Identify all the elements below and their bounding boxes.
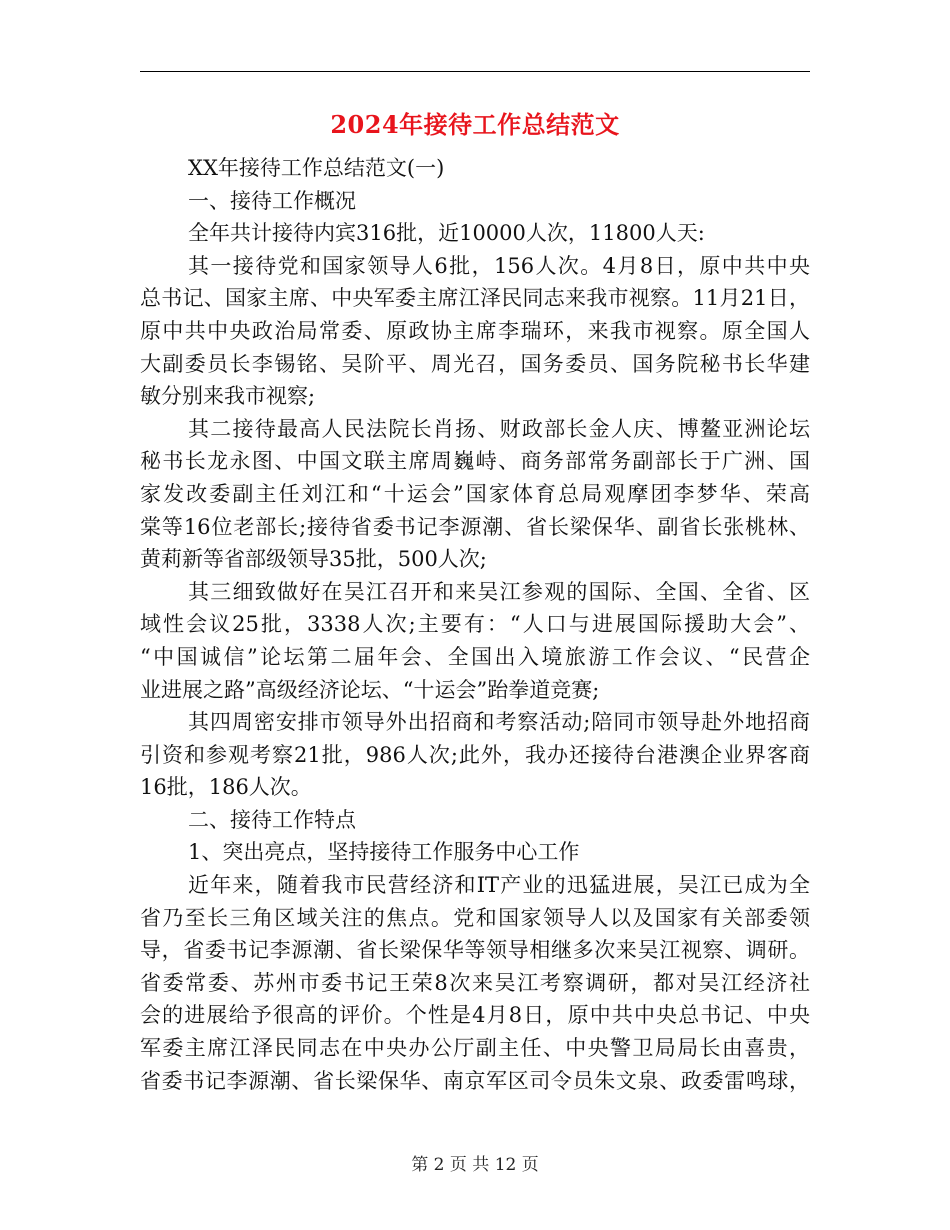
text-line: 1、突出亮点，坚持接待工作服务中心工作 (188, 840, 580, 865)
paragraph (140, 706, 810, 804)
paragraph (140, 152, 810, 185)
text-line: 家发改委副主任刘江和“十运会”国家体育总局观摩团李梦华、荣高 (140, 481, 810, 506)
text-line: 黄莉新等省部级领导35批，500人次; (140, 547, 487, 572)
text-line: 16批，186人次。 (140, 775, 312, 800)
text-line: 二、接待工作特点 (188, 807, 356, 832)
text-line: “中国诚信”论坛第二届年会、全国出入境旅游工作会议、“民营企 (140, 644, 810, 669)
text-line: 业进展之路”高级经济论坛、“十运会”跆拳道竞赛; (140, 677, 600, 702)
paragraph (140, 250, 810, 413)
text-line: 全年共计接待内宾316批，近10000人次，11800人天: (188, 221, 705, 246)
paragraph (140, 869, 810, 1097)
paragraph (140, 217, 810, 250)
text-line: 导，省委书记李源潮、省长梁保华等领导相继多次来吴江视察、调研。 (140, 938, 810, 963)
text-line: 省乃至长三角区域关注的焦点。党和国家领导人以及国家有关部委领 (140, 905, 810, 930)
text-line: 其四周密安排市领导外出招商和考察活动;陪同市领导赴外地招商 (188, 710, 810, 735)
document-title: 2024年接待工作总结范文 (330, 110, 620, 139)
text-line: XX年接待工作总结范文(一) (188, 156, 445, 180)
text-line: 一、接待工作概况 (188, 188, 356, 213)
body-text (140, 152, 810, 1097)
paragraph (140, 804, 810, 837)
paragraph (140, 576, 810, 706)
text-line: 其一接待党和国家领导人6批，156人次。4月8日，原中共中央 (188, 253, 810, 278)
page-number-footer: 第 2 页 共 12 页 (411, 1155, 539, 1175)
paragraph (140, 413, 810, 576)
text-line: 大副委员长李锡铭、吴阶平、周光召，国务委员、国务院秘书长华建 (140, 351, 810, 376)
text-line: 会的进展给予很高的评价。个性是4月8日，原中共中央总书记、中央 (140, 1003, 810, 1028)
text-line: 原中共中央政治局常委、原政协主席李瑞环，来我市视察。原全国人 (140, 318, 810, 343)
text-line: 军委主席江泽民同志在中央办公厅副主任、中央警卫局局长由喜贵， (140, 1036, 810, 1061)
paragraph (140, 836, 810, 869)
text-line: 秘书长龙永图、中国文联主席周巍峙、商务部常务副部长于广洲、国 (140, 449, 810, 474)
text-line: 棠等16位老部长;接待省委书记李源潮、省长梁保华、副省长张桃林、 (140, 514, 810, 539)
text-line: 引资和参观考察21批，986人次;此外，我办还接待台港澳企业界客商 (140, 742, 810, 767)
text-line: 近年来，随着我市民营经济和IT产业的迅猛进展，吴江已成为全 (188, 873, 810, 898)
text-line: 省委常委、苏州市委书记王荣8次来吴江考察调研，都对吴江经济社 (140, 970, 810, 995)
header-rule (140, 71, 810, 72)
text-line: 省委书记李源潮、省长梁保华、南京军区司令员朱文泉、政委雷鸣球， (140, 1068, 810, 1093)
paragraph (140, 185, 810, 218)
text-line: 域性会议25批，3338人次;主要有：“人口与进展国际援助大会”、 (140, 612, 810, 637)
text-line: 其三细致做好在吴江召开和来吴江参观的国际、全国、全省、区 (188, 579, 810, 604)
text-line: 敏分别来我市视察; (140, 384, 316, 409)
text-line: 总书记、国家主席、中央军委主席江泽民同志来我市视察。11月21日， (140, 286, 810, 311)
text-line: 其二接待最高人民法院长肖扬、财政部长金人庆、博鳌亚洲论坛 (188, 416, 810, 441)
